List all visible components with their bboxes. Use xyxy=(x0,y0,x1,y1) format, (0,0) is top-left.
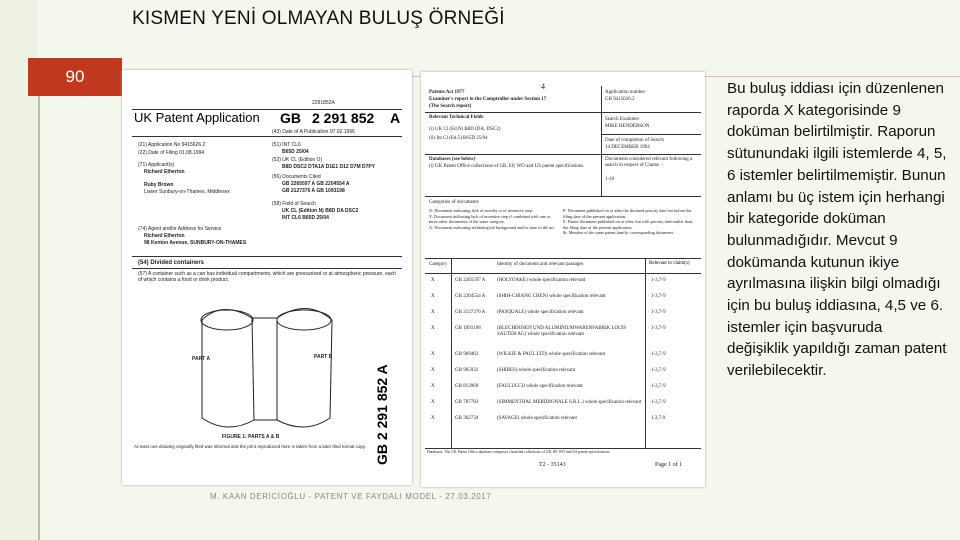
patent-abstract: (57) A container such as a can has individual compartments, which are pressurised or at atmospheric pressure, each of which contains a food or drink product. xyxy=(138,271,396,283)
databases-text: (i) UK Patent Office collections of GB, EP, WO and US patent specifications. xyxy=(429,164,585,169)
field-label: (58) Field of Search xyxy=(272,201,316,207)
categories-label: Categories of documents xyxy=(429,200,479,205)
patent-app-no: (21) Application No 9415626.2 xyxy=(138,142,206,148)
row-category: X xyxy=(431,278,435,283)
part-a-label: PART A xyxy=(192,356,211,362)
applicant-address: Lower Sunbury-on-Thames, Middlesex xyxy=(144,189,230,195)
row-claims: 1-3,7-9 xyxy=(651,278,666,283)
slide-number-badge: 90 xyxy=(28,58,122,96)
patent-pub-date: (43) Date of A Publication 07.02.1996 xyxy=(272,129,355,135)
patent-vertical-number: GB 2 291 852 A xyxy=(374,364,390,465)
part-b-label: PART B xyxy=(314,354,333,360)
row-document: GB 1093198 xyxy=(455,326,481,331)
databases-label: Databases (see below) xyxy=(429,157,476,162)
app-number-label: Application number xyxy=(605,90,646,95)
report-header-2: Examiner's report to the Comptroller under Section 17 xyxy=(429,97,547,102)
row-claims: 1-3,7-9 xyxy=(651,368,666,373)
uk-cl-label: (52) UK CL (Edition O) xyxy=(272,157,323,163)
examiner-name: MIKE HENDERSON xyxy=(605,124,650,129)
patent-doc-title: UK Patent Application xyxy=(134,110,260,125)
search-report-page xyxy=(421,72,705,487)
applicant-2: Ruby Brown xyxy=(144,182,174,188)
docs-cited-2: GB 2127376 A GB 1093198 xyxy=(282,188,345,194)
container-drawing xyxy=(182,290,362,440)
cat-p: P: Document published on or after the declared priority date but before the filing date of the present application. xyxy=(563,208,692,219)
patent-top-code: 2291852A xyxy=(312,100,335,106)
row-claims: 1-3,7-9 xyxy=(651,400,666,405)
report-int-cl: (ii) Int Cl (Ed.5) B65D 25/04 xyxy=(429,136,488,141)
slide-body-text: Bu buluş iddiası için düzenlenen raporda X kategorisinde 9 doküman belirtilmiştir. Raporun sütunundaki ilgili istemlerde 4, 5, 6 istemler belirtilmemiştir. Bunun anlamı bu üç istem için herhangi bir kategoride doküman bulunmadığıdır. Mevcut 9 dokümanda kutunun ikiye ayrılmasına ilişkin bilgi olmadığı için bu buluş iddiasına, 4,5 ve 6. istemler için başvuruda değişiklik yapıldığı zaman patent verilebilecektir. xyxy=(727,80,947,380)
row-description: (WILKIE & PAUL LTD) whole specification relevant xyxy=(497,352,606,357)
docs-considered-claims: 1-10 xyxy=(605,177,615,182)
row-description: (HOLYOAKE) whole specification relevant xyxy=(497,278,586,283)
row-description: (FAULUCCI) whole specification relevant xyxy=(497,384,583,389)
col-category: Category xyxy=(429,262,448,267)
row-description: (SIMMENTHAL MERIDIONALE S.R.L.) whole specification relevant xyxy=(497,400,642,405)
row-description: (PASQUALE) whole specification relevant xyxy=(497,310,584,315)
row-document: GB 2204554 A xyxy=(455,294,486,299)
row-document: GB 2265597 A xyxy=(455,278,486,283)
docs-cited-label: (56) Documents Cited xyxy=(272,174,321,180)
row-category: X xyxy=(431,400,435,405)
agent-2: 98 Kenton Avenue, SUNBURY-ON-THAMES xyxy=(144,240,247,246)
agent-label: (74) Agent and/or Address for Service xyxy=(138,226,222,232)
report-code: T2 - 35143 xyxy=(539,462,566,468)
report-uk-cl: (i) UK Cl (Ed.N) B8D (DA, DSC2) xyxy=(429,127,501,132)
row-claims: 1-3,7-9 xyxy=(651,310,666,315)
row-category: X xyxy=(431,294,435,299)
divided-containers: (54) Divided containers xyxy=(138,260,205,266)
handwritten-mark: 4 xyxy=(541,82,545,91)
examiner-label: Search Examiner xyxy=(605,117,640,122)
report-header-3: (The Search report) xyxy=(429,104,472,109)
row-category: X xyxy=(431,326,435,331)
row-claims: 1-3,7-9 xyxy=(651,326,666,331)
uk-cl-value: B8D DSC2 DTA1A D1E1 D12 D7M D7PY xyxy=(282,164,376,170)
patent-filing: (22) Date of Filing 01.08.1994 xyxy=(138,150,205,156)
field-1: UK CL (Edition N) B8D DA DSC2 xyxy=(282,208,359,214)
docs-cited-1: GB 2265597 A GB 2204554 A xyxy=(282,181,350,187)
patent-application-page xyxy=(122,70,412,485)
docs-considered-label: Documents considered relevant following a search in respect of Claims :- xyxy=(605,157,693,168)
applicant-1: Richard Etherton xyxy=(144,169,185,175)
row-description: (SAVAGE) whole specification relevant xyxy=(497,416,577,421)
row-claims: 1-3,7-9 xyxy=(651,294,666,299)
fields-label: Relevant Technical Fields xyxy=(429,115,484,120)
row-category: X xyxy=(431,416,435,421)
slide-title: KISMEN YENİ OLMAYAN BULUŞ ÖRNEĞİ xyxy=(132,8,505,29)
patent-kind: A xyxy=(390,110,401,126)
cat-a: A: Document indicating technological background and/or state of the art. xyxy=(429,224,555,230)
row-claims: 1,3,7-9 xyxy=(651,416,666,421)
report-header-1: Patents Act 1977 xyxy=(429,90,465,95)
app-number: GB 9415626.2 xyxy=(605,97,635,102)
patent-number: 2 291 852 xyxy=(312,110,375,126)
int-cl-label: (51) INT CL6 xyxy=(272,142,301,148)
category-defs-left xyxy=(429,208,557,230)
row-claims: 1-3,7-9 xyxy=(651,384,666,389)
row-document: GB 787783 xyxy=(455,400,479,405)
row-description: (BLECHDOSEN UND ALUMINIUMWARENFABRIK LOUIS SAUTER AG) whole specification relevant xyxy=(497,326,627,337)
row-document: GB 969463 xyxy=(455,352,479,357)
row-document: GB 813969 xyxy=(455,384,479,389)
row-document: GB 362734 xyxy=(455,416,479,421)
search-date-label: Date of completion of Search xyxy=(605,138,664,143)
agent-1: Richard Etherton xyxy=(144,233,185,239)
row-category: X xyxy=(431,310,435,315)
category-defs-right xyxy=(563,208,699,236)
report-page-number: Page 1 of 1 xyxy=(655,462,683,468)
left-vertical-line xyxy=(38,70,40,540)
row-claims: 1-3,7-9 xyxy=(651,352,666,357)
patent-note: At least one drawing originally filed was informal and the print reproduced here is taken from a later filed formal copy. xyxy=(134,444,367,449)
col-identity: Identity of document and relevant passages xyxy=(497,262,584,267)
row-category: X xyxy=(431,368,435,373)
field-2: INT CL6 B65D 25/04 xyxy=(282,215,329,221)
row-description: (SHIRES) whole specification relevant xyxy=(497,368,576,373)
search-date: 14 DECEMBER 1994 xyxy=(605,145,650,150)
row-category: X xyxy=(431,384,435,389)
row-description: (SHIH-CHIANG CHEN) whole specification relevant xyxy=(497,294,606,299)
cat-e: E: Patent document published on or after, but with priority date earlier than, the filing date of the present application. xyxy=(563,219,694,230)
figure-caption: FIGURE 1: PARTS A & B xyxy=(222,434,280,440)
col-claims: Relevant to claim(s) xyxy=(649,261,690,266)
row-category: X xyxy=(431,352,435,357)
cat-y: Y: Document indicating lack of inventive step if combined with one or more other documents of the same category. xyxy=(429,213,551,224)
cat-and: &: Member of the same patent family; corresponding document. xyxy=(563,230,674,235)
slide-footer: M. KAAN DERİCİOĞLU - PATENT VE FAYDALI MODEL - 27.03.2017 xyxy=(210,492,492,501)
report-footer-note: Databases: The UK Patent Office database comprises classified collections of GB, EP, WO and US patent specifications. xyxy=(427,450,611,454)
row-document: GB 2127376 A xyxy=(455,310,486,315)
patent-gb: GB xyxy=(280,110,301,126)
int-cl-value: B65D 25/04 xyxy=(282,149,309,155)
applicants-label: (71) Applicant(s) xyxy=(138,162,175,168)
row-document: GB 965932 xyxy=(455,368,479,373)
cat-x: X: Document indicating lack of novelty or of inventive step. xyxy=(429,208,533,213)
